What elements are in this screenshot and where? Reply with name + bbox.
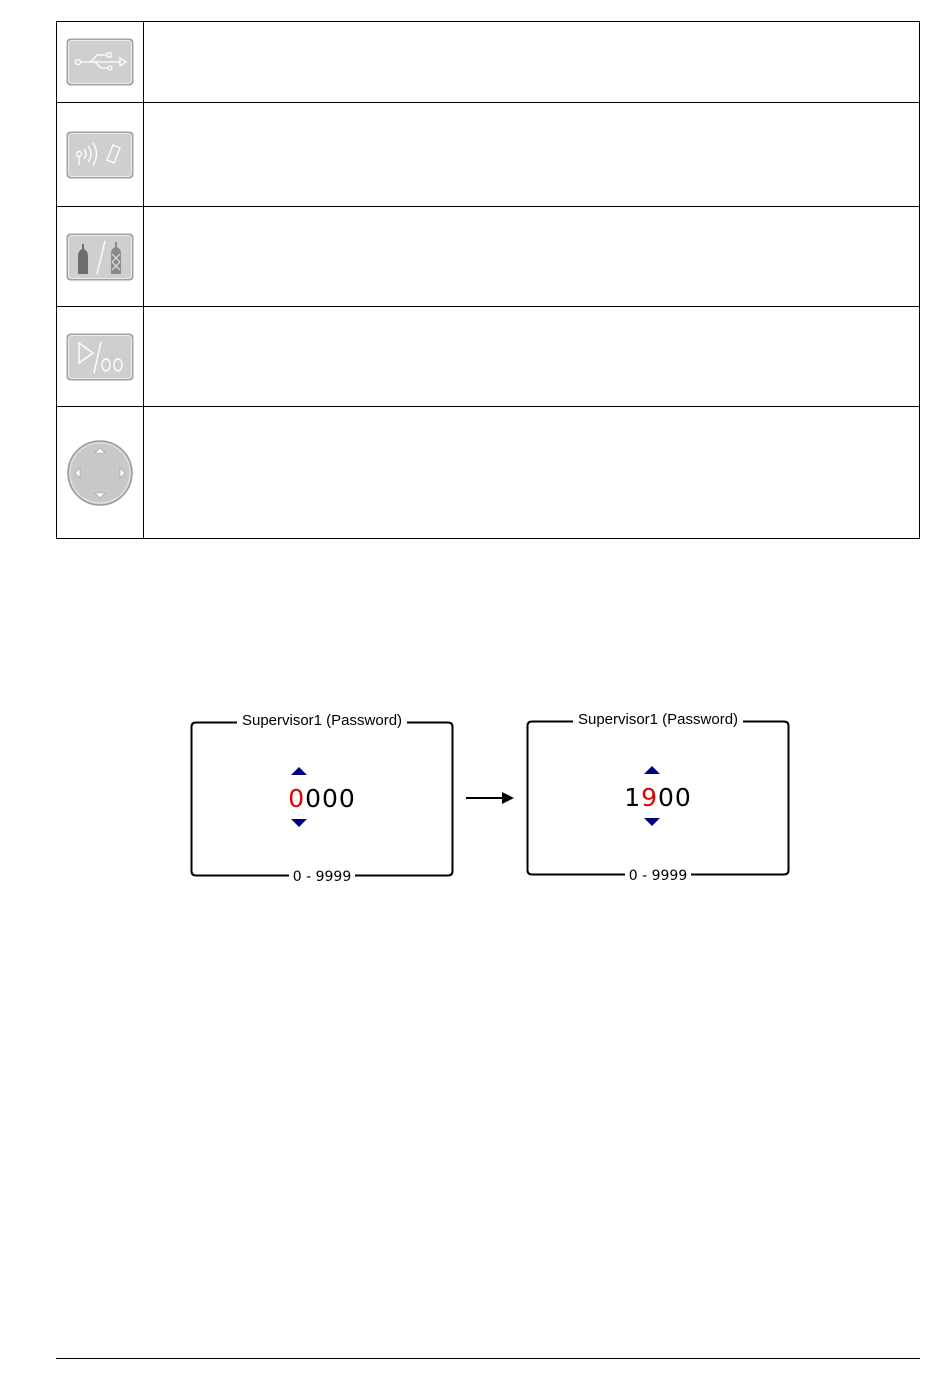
- key-cell: [57, 22, 144, 103]
- down-arrow-icon: [291, 819, 307, 827]
- panel-range-text: 0 - 9999: [625, 868, 692, 884]
- up-arrow-icon: [291, 767, 307, 775]
- table-row: [57, 22, 920, 103]
- table-row: [57, 407, 920, 539]
- right-arrow-icon: [466, 790, 516, 806]
- footer-divider: [56, 1358, 920, 1359]
- key-description: [144, 103, 920, 207]
- panel-range: [526, 867, 790, 885]
- password-digit: 0: [674, 783, 692, 812]
- key-description: [144, 407, 920, 539]
- down-arrow-icon: [644, 818, 660, 826]
- panel-title: [190, 712, 454, 730]
- password-digit: 0: [322, 784, 339, 813]
- key-cell: [57, 307, 144, 407]
- play-zero-icon: [65, 332, 135, 382]
- dpad-icon: [65, 438, 135, 508]
- password-digit: 0: [338, 784, 356, 813]
- key-description: [144, 307, 920, 407]
- password-digit: 0: [658, 783, 675, 812]
- panel-title: [526, 711, 790, 729]
- key-cell: [57, 103, 144, 207]
- usb-icon: [65, 37, 135, 87]
- password-digit: 0: [305, 784, 322, 813]
- table-row: [57, 307, 920, 407]
- panel-range-text: 0 - 9999: [289, 869, 356, 885]
- bottle-icon: [65, 232, 135, 282]
- key-cell: [57, 407, 144, 539]
- password-digit-active: 9: [641, 783, 658, 812]
- password-value: [526, 784, 790, 812]
- password-digit-active: 0: [288, 784, 306, 813]
- password-panel-before: [190, 712, 454, 885]
- key-description: [144, 207, 920, 307]
- password-value: [190, 785, 454, 813]
- panel-title-text: Supervisor1 (Password): [573, 711, 743, 728]
- up-arrow-icon: [644, 766, 660, 774]
- wireless-card-icon: [65, 130, 135, 180]
- password-digit: 1: [624, 783, 642, 812]
- panel-title-text: Supervisor1 (Password): [237, 712, 407, 729]
- table-row: [57, 207, 920, 307]
- panel-range: [190, 868, 454, 886]
- table-row: [57, 103, 920, 207]
- key-description: [144, 22, 920, 103]
- key-reference-table: [56, 21, 920, 539]
- key-cell: [57, 207, 144, 307]
- password-panel-after: [526, 711, 790, 884]
